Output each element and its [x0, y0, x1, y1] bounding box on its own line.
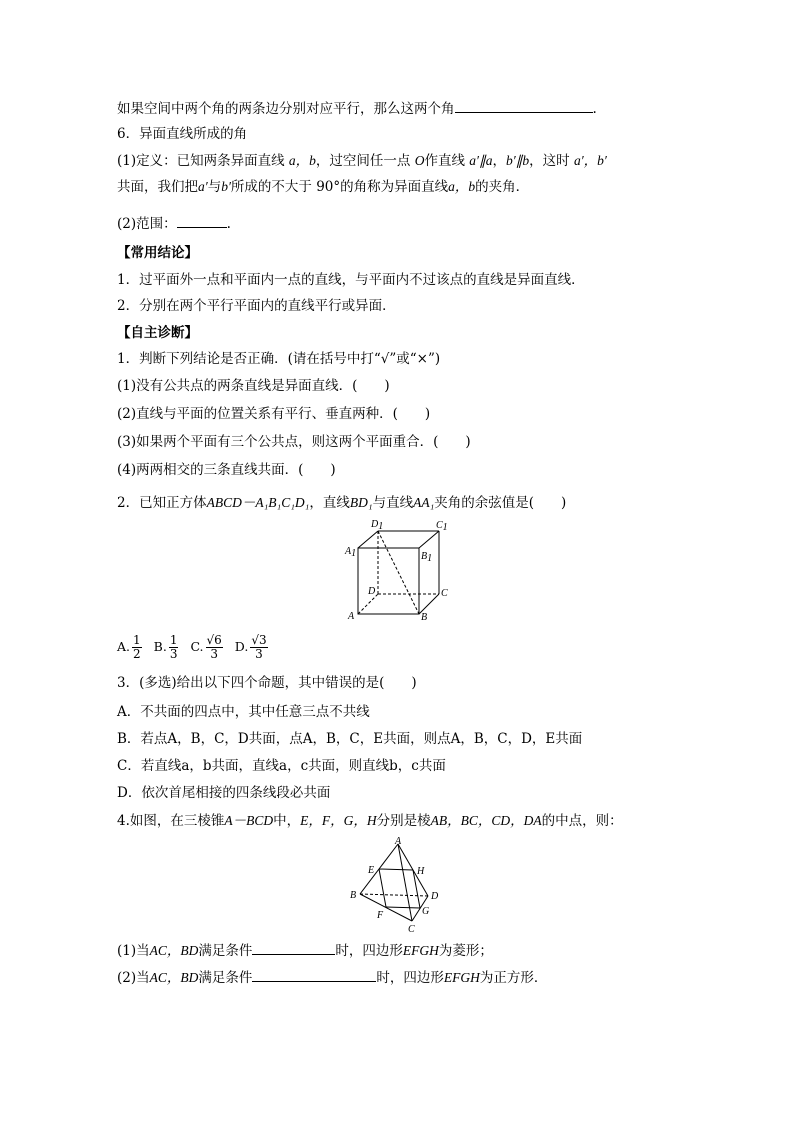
math-ac-bd-2: AC，BD [149, 970, 199, 985]
math-ac-bd: AC，BD [149, 943, 199, 958]
q2-text-d: 夹角的余弦值是( ) [434, 495, 567, 511]
q4-sub1 [117, 939, 493, 961]
tetra-label-E: E [368, 865, 375, 876]
q4-sub2-text-d: 为正方形． [479, 970, 548, 986]
def-text-3: 作直线 [424, 153, 465, 169]
q4-sub2-text-c: 时，四边形 [376, 970, 444, 986]
def-and: 与 [207, 179, 222, 195]
q3-option-a[interactable]: A．不共面的四点中，其中任意三点不共线 [117, 704, 370, 720]
s6-title: 6．异面直线所成的角 [117, 126, 248, 142]
q4-sub1-text-b: 满足条件 [198, 943, 253, 959]
q2-stem [117, 493, 566, 513]
cube-label-A1: A1 [345, 546, 357, 559]
q3-option-d[interactable]: D．依次首尾相接的四条线段必共面 [117, 785, 331, 801]
q2-option-d[interactable]: D. $\frac{√3}{3}$ [234, 633, 267, 661]
conclusion-2: 2．分别在两个平行平面内的直线平行或异面． [117, 298, 396, 314]
conclusions-heading: 【常用结论】 [117, 245, 198, 261]
s5-period: . [592, 101, 597, 117]
math-ab-prime: a′，b′ [573, 153, 607, 168]
tetra-label-G: G [422, 906, 430, 917]
def-text-5: 共面，我们把 [117, 179, 198, 195]
cube-label-B1: B1 [421, 551, 433, 564]
math-cube: ABCD－A₁B₁C₁D₁ [206, 495, 310, 510]
def-text-6: 所成的不大于 90°的角称为异面直线 [230, 179, 449, 195]
q1-stem: 1．判断下列结论是否正确．(请在括号中打“√”或“×”) [117, 351, 441, 367]
q4-sub1-text-d: 为菱形； [438, 943, 493, 959]
q1-item-4: (4)两两相交的三条直线共面．( ) [117, 462, 336, 478]
def-text-1: (1)定义：已知两条异面直线 [117, 153, 285, 169]
q4-sub1-text-c: 时，四边形 [335, 943, 403, 959]
math-edges: AB，BC，CD，DA [430, 813, 542, 828]
tetra-label-B: B [350, 890, 357, 901]
math-b-prime: b′ [221, 179, 231, 194]
q1-item-2: (2)直线与平面的位置关系有平行、垂直两种．( ) [117, 406, 431, 422]
tetra-label-A: A [395, 836, 402, 847]
cube-label-D1: D1 [371, 519, 384, 532]
cube-label-B: B [421, 612, 428, 623]
math-a-prime: a′ [198, 179, 208, 194]
q2-options [117, 633, 270, 661]
math-a-par: a′∥a [469, 153, 493, 168]
cube-label-A: A [348, 611, 355, 622]
math-ab: a，b [288, 153, 316, 168]
s5-tail-text: 如果空间中两个角的两条边分别对应平行，那么这两个角 [117, 101, 455, 117]
q2-option-a[interactable]: A. $\frac{1}{2}$ [117, 633, 141, 661]
range-label: (2)范围： [117, 216, 177, 232]
q2-option-b[interactable]: B. $\frac{1}{3}$ [153, 633, 178, 661]
q4-sub2-blank[interactable] [252, 966, 376, 982]
conclusion-1: 1．过平面外一点和平面内一点的直线，与平面内不过该点的直线是异面直线． [117, 272, 585, 288]
tetra-label-C: C [408, 924, 415, 934]
tetra-label-F: F [377, 910, 384, 921]
math-efgh-pts: E，F，G，H [300, 813, 377, 828]
tetra-label-D: D [431, 891, 439, 902]
diagnosis-heading: 【自主诊断】 [117, 325, 198, 341]
s5-answer-blank[interactable] [455, 97, 593, 113]
q3-stem: 3．(多选)给出以下四个命题，其中错误的是( ) [117, 675, 417, 691]
math-ab-2: a，b [448, 179, 476, 194]
q4-sub1-text-a: (1)当 [117, 943, 150, 959]
q4-stem [117, 811, 623, 831]
def-text-7: 的夹角． [475, 179, 530, 195]
cube-figure [340, 516, 455, 626]
q4-text-a: 4.如图，在三棱锥 [117, 813, 225, 829]
tetra-label-H: H [417, 866, 425, 877]
cube-label-C1: C1 [436, 520, 448, 533]
cube-label-C: C [441, 588, 448, 599]
math-quad-1: EFGH [402, 943, 439, 958]
q1-item-1: (1)没有公共点的两条直线是异面直线．( ) [117, 378, 390, 394]
q4-sub2-text-b: 满足条件 [198, 970, 253, 986]
math-tetra: A－BCD [224, 813, 274, 828]
s6-range-line: (2)范围： . [117, 212, 231, 234]
q2-text-b: ，直线 [309, 495, 350, 511]
s6-def-line2 [117, 177, 529, 197]
range-answer-blank[interactable] [177, 212, 227, 228]
math-bd1: BD₁ [349, 495, 373, 510]
math-O: O [414, 153, 425, 168]
q2-text-a: 2．已知正方体 [117, 495, 207, 511]
q4-sub2-text-a: (2)当 [117, 970, 150, 986]
q1-item-3: (3)如果两个平面有三个公共点，则这两个平面重合．( ) [117, 434, 471, 450]
q3-option-b[interactable]: B．若点A，B，C，D共面，点A，B，C，E共面，则点A，B，C，D，E共面 [117, 731, 583, 747]
q2-text-c: 与直线 [372, 495, 414, 511]
def-text-4: ，这时 [529, 153, 570, 169]
def-text-2: ，过空间任一点 [315, 153, 411, 169]
q4-sub2 [117, 966, 547, 988]
q2-option-c[interactable]: C. $\frac{√6}{3}$ [190, 633, 222, 661]
q4-text-d: 的中点，则： [541, 813, 623, 829]
q4-sub1-blank[interactable] [252, 939, 335, 955]
math-quad-2: EFGH [443, 970, 480, 985]
math-b-par: b′∥b [505, 153, 530, 168]
s5-tail-line [117, 97, 597, 119]
tetrahedron-figure [340, 836, 450, 934]
cube-label-D: D [368, 586, 376, 597]
q3-option-c[interactable]: C．若直线a，b共面，直线a，c共面，则直线b，c共面 [117, 758, 446, 774]
math-aa1: AA₁ [413, 495, 435, 510]
q4-text-b: 中， [273, 813, 301, 829]
s6-def-line1: (1)定义：已知两条异面直线 a，b，过空间任一点 O作直线 a′∥a，b′∥b，这时 a′，b′ [117, 153, 607, 169]
q4-text-c: 分别是棱 [376, 813, 431, 829]
